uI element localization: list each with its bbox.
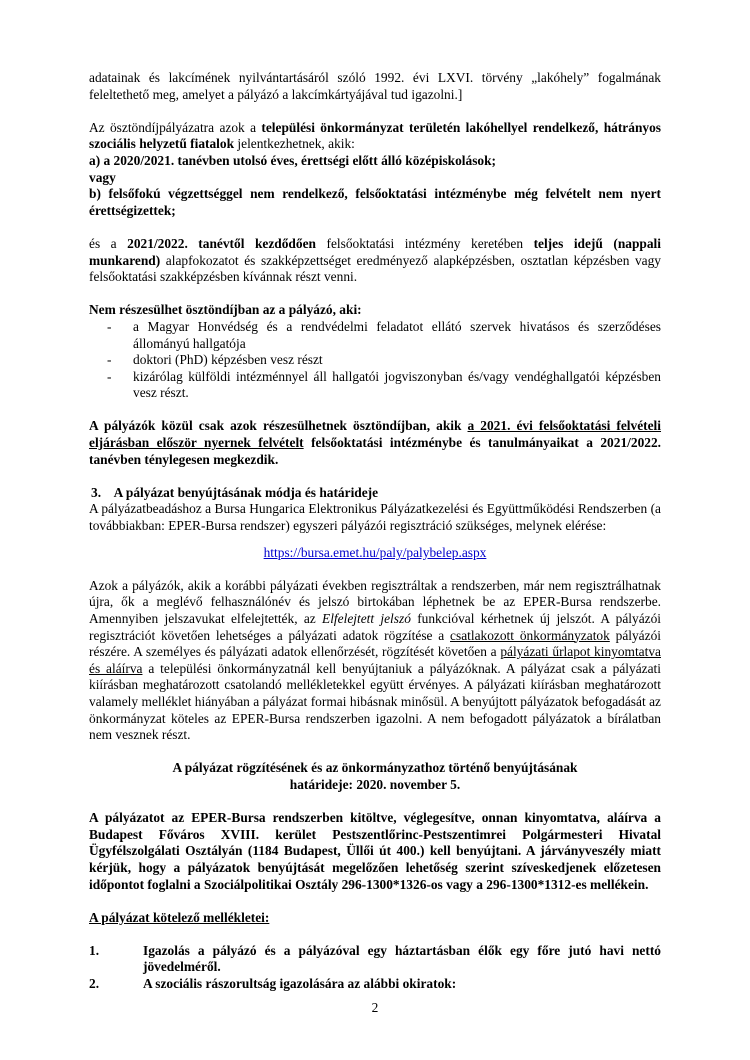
text-run: és a	[89, 235, 128, 251]
text-run-bold: 2021/2022. tanévtől kezdődően	[127, 235, 316, 251]
text-run: pályázói részére. A személyes és pályázati adatok ellenőrzését, rögzítését követően a	[89, 627, 661, 660]
registration-link-line	[89, 545, 661, 562]
text-run-underlined: a 2021. évi felsőoktatási felvételi eljárásban először nyernek felvételt	[89, 418, 662, 451]
attachment-item	[89, 943, 661, 976]
list-item: - doktori (PhD) képzésben vesz részt	[133, 352, 661, 369]
section-title: A pályázat benyújtásának módja és határideje	[113, 484, 379, 500]
text-run: felsőoktatási intézménybe és tanulmányaikat a 2021/2022. tanévben ténylegesen megkezdik.	[89, 435, 661, 467]
paragraph-study-start	[89, 236, 661, 286]
section-number: 3.	[91, 484, 102, 500]
eligibility-item-a: a) a 2020/2021. tanévben utolsó éves, érettségi előtt álló középiskolások;	[89, 152, 497, 168]
text-run: Az ösztöndíjpályázatra azok a	[89, 119, 262, 135]
text-run-bold: teljes idejű (nappali munkarend)	[89, 235, 661, 268]
deadline-line-2: határideje: 2020. november 5.	[289, 776, 461, 792]
list-item: - a Magyar Honvédség és a rendvédelmi feladatot ellátó szervek hivatásos és szerződéses állományú hallgatója	[133, 319, 661, 352]
paragraph-registration	[89, 578, 661, 744]
text-run-underlined: pályázati űrlapot kinyomtatva és aláírva	[89, 644, 661, 676]
page-number: 2	[371, 1000, 379, 1015]
text-run-underlined: csatlakozott önkormányzatok	[450, 627, 610, 643]
text-run: funkcióval kérhetnek új jelszót. A pályázói regisztrációt követően lehetséges a pályázati adatok rögzítése a	[89, 611, 661, 643]
attachment-item	[89, 976, 661, 993]
deadline-line-1: A pályázat rögzítésének és az önkormányzathoz történő benyújtásának	[172, 760, 578, 776]
eligibility-or: vagy	[89, 169, 116, 185]
list-item: - kizárólag külföldi intézménnyel áll hallgatói jogviszonyban és/vagy vendéghallgatói képzésben vesz részt.	[133, 369, 661, 402]
section-3-intro: A pályázatbeadáshoz a Bursa Hungarica Elektronikus Pályázatkezelési és Együttműködési Rendszerben (a továbbiakban: EPER-Bursa rendszer) egyszeri pályázói regisztráció szükséges, melynek elérése:	[89, 501, 661, 534]
attachment-number: 2.	[89, 976, 100, 992]
excluded-title: Nem részesülhet ösztöndíjban az a pályázó, aki:	[89, 302, 362, 318]
paragraph-eligibility	[89, 120, 661, 153]
attachments-title: A pályázat kötelező mellékletei:	[89, 909, 270, 925]
text-run: jelentkezhetnek, akik:	[234, 136, 355, 152]
text-run-italic: Elfelejtett jelszó	[322, 611, 411, 626]
page-content	[89, 70, 661, 993]
eligibility-item-b: b) felsőfokú végzettséggel nem rendelkező, felsőoktatási intézménybe még felvételt nem nyert érettségizettek;	[89, 186, 661, 218]
attachment-number: 1.	[89, 942, 100, 958]
registration-link[interactable]: https://bursa.emet.hu/paly/palybelep.aspx	[263, 544, 487, 560]
attachment-text: A szociális rászorultság igazolására az alábbi okiratok:	[143, 976, 457, 992]
text-run: a települési önkormányzatnál kell benyújtaniuk a pályázóknak. A pályázat csak a pályázati kiírásban meghatározott csatolandó mellékletekkel együtt érvényes. A pályázati kiírásban meghatározott valamely melléklet hiányában a pályázat formai hibásnak minősül. A benyújtott pályázatok befogadását az önkormányzat köteles az EPER-Bursa rendszerben igazolni. A nem befogadott pályázatok a bírálatban nem vesznek részt.	[89, 660, 661, 743]
paragraph-admission	[89, 418, 661, 468]
text-run: A pályázók közül csak azok részesülhetnek ösztöndíjban, akik	[89, 418, 468, 434]
text-run: Azok a pályázók, akik a korábbi pályázati években regisztráltak a rendszerben, már nem regisztrálhatnak újra, ők a meglévő felhasználónév és jelszó birtokában léphetnek be az EPER-Bursa rendszerbe. Amennyiben jelszavukat elfelejtették, az	[89, 577, 661, 626]
paragraph-submission: A pályázatot az EPER-Bursa rendszerben kitöltve, véglegesítve, onnan kinyomtatva, aláírva a Budapest Főváros XVIII. kerület Pestszentlőrinc-Pestszentimrei Polgármesteri Hivatal Ügyfélszolgálati Osztályán (1184 Budapest, Üllői út 400.) kell benyújtani. A járványveszély miatt kérjük, hogy a pályázatok benyújtását megelőzően lehetőség szerint szíveskedjenek előzetesen időpontot foglalni a Szociálpolitikai Osztály 296-1300*1326-os vagy a 296-1300*1312-es mellékein.	[89, 810, 661, 892]
text-run: alapfokozatot és szakképzettséget eredményező alapképzésben, osztatlan képzésben vagy felsőoktatási szakképzésben kívánnak részt venni.	[89, 252, 661, 285]
paragraph-lakohely: adatainak és lakcímének nyilvántartásáról szóló 1992. évi LXVI. törvény „lakóhely” fogalmának feleltethető meg, amelyet a pályázó a lakcímkártyájával tud igazolni.]	[89, 70, 661, 102]
section-3-heading	[89, 485, 661, 502]
text-run-bold: települési önkormányzat területén lakóhellyel rendelkező, hátrányos szociális helyzetű fiatalok	[89, 119, 661, 152]
text-run: felsőoktatási intézmény keretében	[315, 235, 534, 251]
attachment-text: Igazolás a pályázó és a pályázóval egy háztartásban élők egy főre jutó havi nettó jövedelméről.	[143, 942, 661, 975]
excluded-list	[89, 319, 661, 402]
